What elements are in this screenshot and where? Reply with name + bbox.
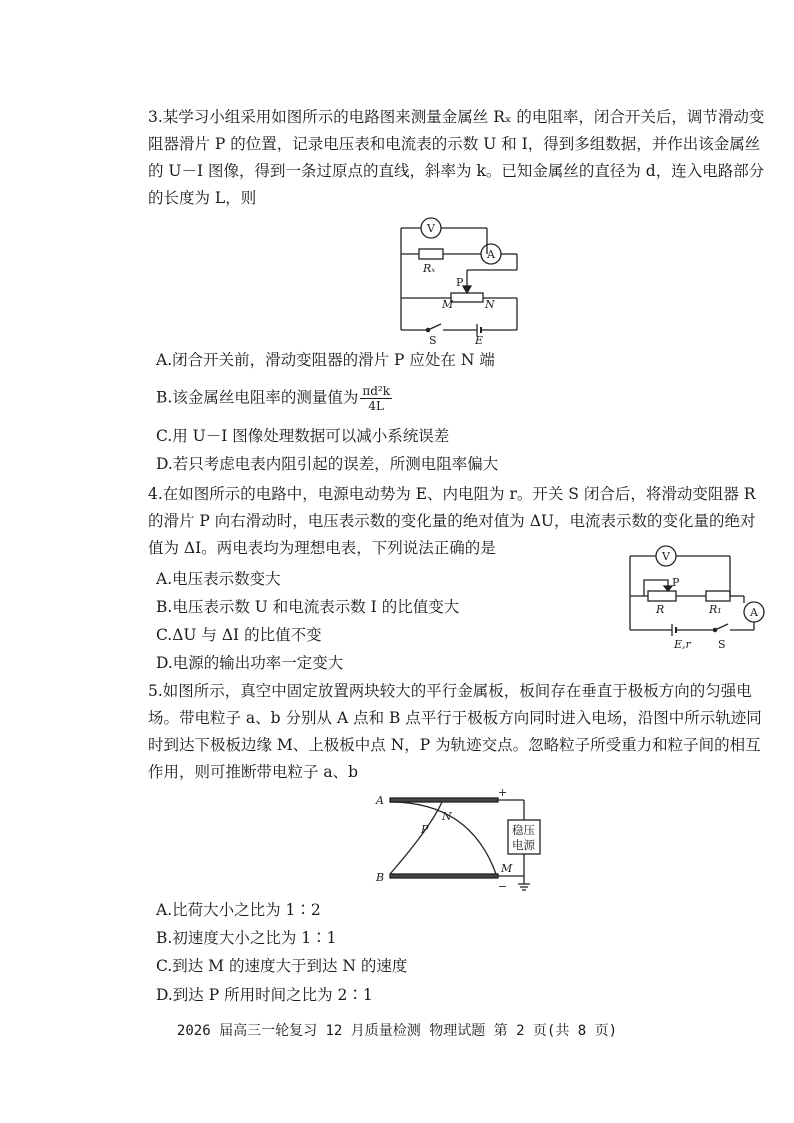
point-b-label: B <box>376 871 385 884</box>
minus-label: − <box>498 880 508 892</box>
resistor-rx-icon <box>419 249 443 259</box>
resistor-rx-label: Rₓ <box>423 262 436 275</box>
question-3-option-b-text: B.该金属丝电阻率的测量值为 <box>156 388 359 407</box>
rheostat-m-label: M <box>442 298 454 311</box>
source-label: E <box>475 334 484 344</box>
upper-plate-icon <box>390 798 498 802</box>
plus-label: + <box>498 788 508 799</box>
rheostat-label: R <box>656 603 665 616</box>
power-supply-line2: 电源 <box>512 838 535 852</box>
ammeter-label: A <box>487 248 495 261</box>
option-b-fraction <box>360 384 392 413</box>
question-5-option-b: B.初速度大小之比为 1∶1 <box>156 929 337 947</box>
switch-icon <box>428 324 441 330</box>
question-4-option-b: B.电压表示数 U 和电流表示数 I 的比值变大 <box>156 598 460 616</box>
point-n-label: N <box>442 810 452 823</box>
resistor-r1-label: R₁ <box>709 603 722 616</box>
rheostat-n-label: N <box>485 298 495 311</box>
lower-plate-icon <box>390 874 498 878</box>
question-5-option-d: D.到达 P 所用时间之比为 2∶1 <box>156 986 373 1004</box>
question-3-option-c: C.用 U－I 图像处理数据可以减小系统误差 <box>156 427 450 445</box>
question-5-option-a: A.比荷大小之比为 1∶2 <box>156 901 321 919</box>
question-5-option-c: C.到达 M 的速度大于到达 N 的速度 <box>156 957 408 975</box>
resistor-r1-icon <box>706 591 730 601</box>
rheostat-icon <box>648 591 676 601</box>
point-a-label: A <box>376 794 384 807</box>
slider-p-label: P <box>672 576 680 589</box>
fraction-denominator: 4L <box>368 399 384 413</box>
slider-arrow-icon <box>463 286 471 293</box>
voltmeter-label: V <box>427 222 435 235</box>
question-4-circuit-figure <box>618 540 768 652</box>
slider-arrow-icon <box>664 586 672 591</box>
question-5-plates-figure <box>370 788 550 892</box>
source-label: E,r <box>674 638 691 651</box>
slider-p-label: P <box>456 276 464 289</box>
rheostat-icon <box>451 293 483 302</box>
switch-icon <box>715 624 728 630</box>
question-4-option-a: A.电压表示数变大 <box>156 570 281 588</box>
switch-label: S <box>429 334 437 344</box>
power-supply-line1: 稳压 <box>512 823 535 837</box>
point-m-label: M <box>501 862 513 875</box>
page-footer: 2026 届高三一轮复习 12 月质量检测 物理试题 第 2 页(共 8 页) <box>176 1023 618 1039</box>
question-3-circuit-figure <box>395 214 525 344</box>
question-3 <box>148 104 768 212</box>
question-3-option-b <box>156 384 392 413</box>
switch-label: S <box>718 638 726 651</box>
question-5-stem: 5.如图所示，真空中固定放置两块较大的平行金属板，板间存在垂直于极板方向的匀强电场。带电粒子 a、b 分别从 A 点和 B 点平行于极板方向同时进入电场，沿图中所示轨迹同时到达下极板边缘 M、上极板中点 N，P 为轨迹交点。忽略粒子所受重力和粒子间的相互作用，则可推断带电粒子 a、b <box>148 682 762 781</box>
question-3-option-a: A.闭合开关前，滑动变阻器的滑片 P 应处在 N 端 <box>156 351 495 369</box>
question-5 <box>148 678 768 786</box>
question-4-stem: 4.在如图所示的电路中，电源电动势为 E、内电阻为 r。开关 S 闭合后，将滑动变阻器 R 的滑片 P 向右滑动时，电压表示数的变化量的绝对值为 ΔU，电流表示数的变化量的绝对值为 ΔI。两电表均为理想电表，下列说法正确的是 <box>148 485 756 557</box>
question-4-option-c: C.ΔU 与 ΔI 的比值不变 <box>156 626 322 644</box>
fraction-numerator: πd²k <box>362 384 390 398</box>
trajectory-b-icon <box>390 802 442 874</box>
ammeter-label: A <box>750 606 758 619</box>
question-3-option-d: D.若只考虑电表内阻引起的误差，所测电阻率偏大 <box>156 455 499 473</box>
voltmeter-label: V <box>662 550 670 563</box>
point-p-label: P <box>421 823 429 836</box>
question-4-option-d: D.电源的输出功率一定变大 <box>156 654 344 672</box>
question-3-stem: 3.某学习小组采用如图所示的电路图来测量金属丝 Rₓ 的电阻率，闭合开关后，调节滑动变阻器滑片 P 的位置，记录电压表和电流表的示数 U 和 I，得到多组数据，并作出该金属丝的 U－I 图像，得到一条过原点的直线，斜率为 k。已知金属丝的直径为 d，连入电路部分的长度为 L，则 <box>148 108 765 207</box>
